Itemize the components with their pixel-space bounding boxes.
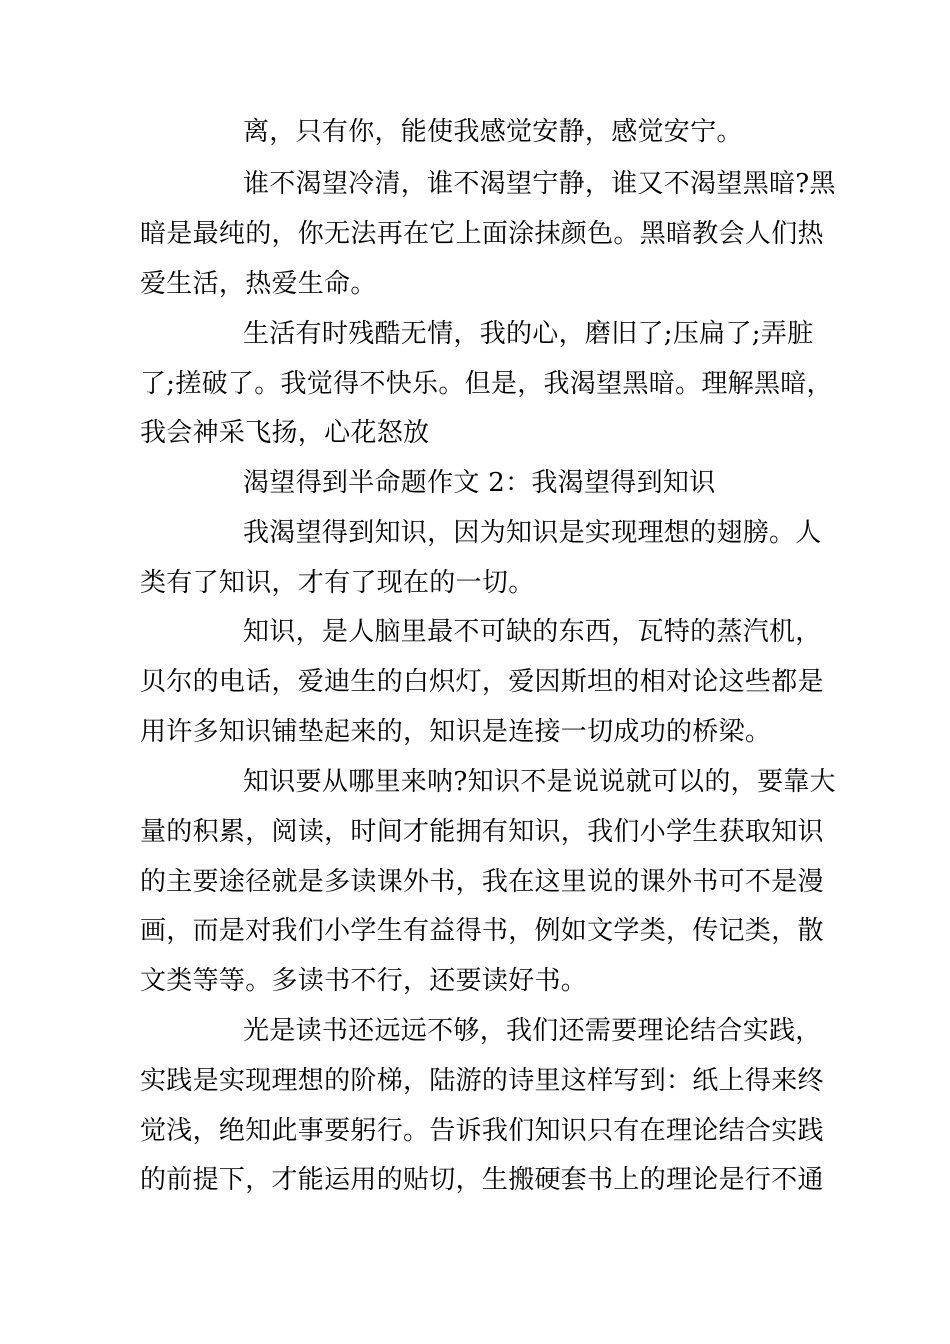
text-line: 实践是实现理想的阶梯，陆游的诗里这样写到：纸上得来终 [140, 1066, 824, 1096]
text-line: 文类等等。多读书不行，还要读好书。 [140, 966, 588, 996]
text-line: 贝尔的电话，爱迪生的白炽灯，爱因斯坦的相对论这些都是 [140, 667, 824, 697]
text-line: 的主要途径就是多读课外书，我在这里说的课外书可不是漫 [140, 867, 824, 897]
section-heading: 渴望得到半命题作文 2：我渴望得到知识 [243, 468, 716, 498]
paragraph-start-line: 我渴望得到知识，因为知识是实现理想的翅膀。人 [243, 518, 822, 548]
text-line: 类有了知识，才有了现在的一切。 [140, 568, 535, 598]
text-line: 的前提下，才能运用的贴切，生搬硬套书上的理论是行不通 [140, 1165, 824, 1195]
paragraph-start-line: 知识要从哪里来呐?知识不是说说就可以的，要靠大 [243, 767, 836, 797]
text-line: 画，而是对我们小学生有益得书，例如文学类，传记类，散 [140, 916, 824, 946]
text-line: 爱生活，热爱生命。 [140, 269, 377, 299]
paragraph-start-line: 光是读书还远远不够，我们还需要理论结合实践， [243, 1016, 822, 1046]
text-line: 用许多知识铺垫起来的，知识是连接一切成功的桥梁。 [140, 717, 772, 747]
text-line: 量的积累，阅读，时间才能拥有知识，我们小学生获取知识 [140, 817, 824, 847]
text-line: 了;搓破了。我觉得不快乐。但是，我渴望黑暗。理解黑暗， [140, 369, 833, 399]
text-line: 我会神采飞扬，心花怒放 [140, 418, 430, 448]
paragraph-start-line: 知识，是人脑里最不可缺的东西，瓦特的蒸汽机， [243, 617, 822, 647]
text-line: 觉浅，绝知此事要躬行。告诉我们知识只有在理论结合实践 [140, 1116, 824, 1146]
text-line: 离，只有你，能使我感觉安静，感觉安宁。 [243, 117, 743, 147]
text-line: 暗是最纯的，你无法再在它上面涂抹颜色。黑暗教会人们热 [140, 219, 824, 249]
paragraph-start-line: 谁不渴望冷清，谁不渴望宁静，谁又不渴望黑暗?黑 [243, 169, 836, 199]
paragraph-start-line: 生活有时残酷无情，我的心，磨旧了;压扁了;弄脏 [243, 319, 814, 349]
